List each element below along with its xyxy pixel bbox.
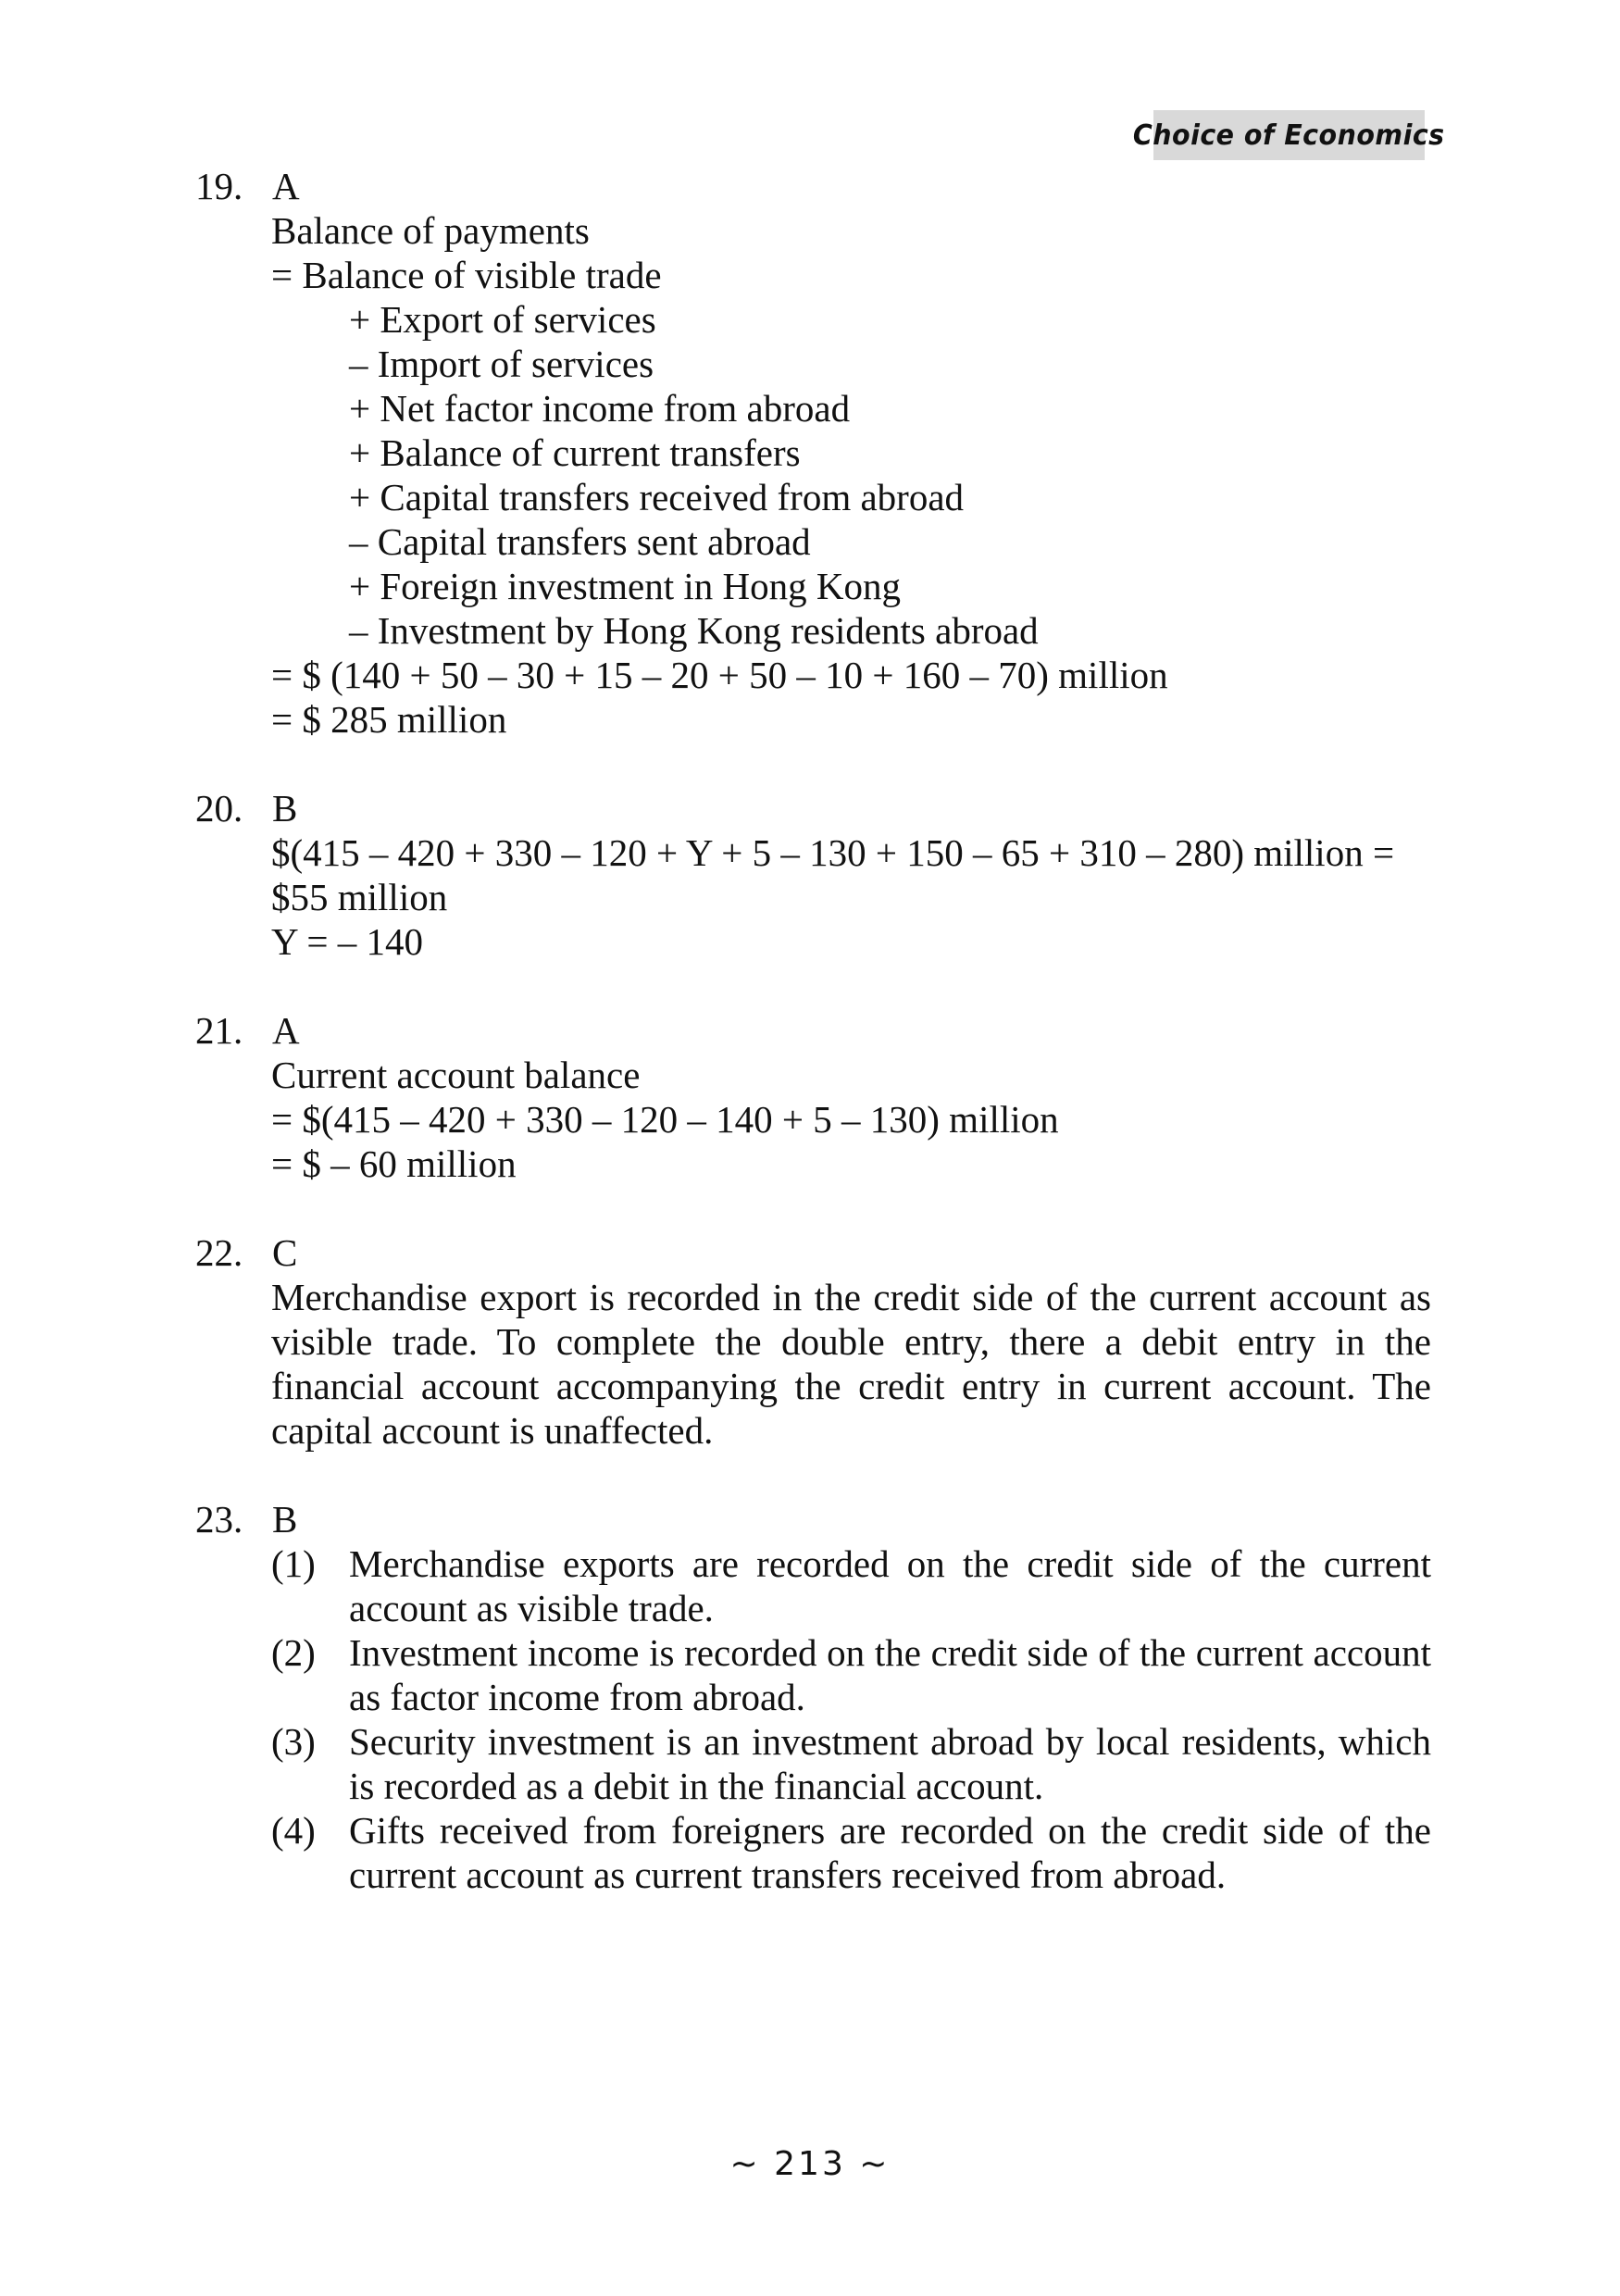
statement-label: (3) <box>271 1720 316 1763</box>
running-header <box>1133 110 1445 160</box>
statement-label: (2) <box>271 1631 316 1674</box>
question-header <box>0 1230 1620 1275</box>
statement-text: Gifts received from foreigners are recorded on the credit side of the current account as current transfers received from abroad. <box>349 1809 1431 1896</box>
statement-text: Merchandise exports are recorded on the credit side of the current account as visible trade. <box>349 1542 1431 1629</box>
statement-item <box>271 1719 1431 1808</box>
statement-item <box>271 1541 1431 1630</box>
equation-line: = $ (140 + 50 – 30 + 15 – 20 + 50 – 10 + 160 – 70) million <box>271 654 1168 696</box>
equation-line: $55 million <box>271 876 448 918</box>
equation-line: = $(415 – 420 + 330 – 120 – 140 + 5 – 130) million <box>271 1098 1059 1141</box>
equation-term: – Capital transfers sent abroad <box>349 520 811 563</box>
equation-line: Balance of payments <box>271 209 590 252</box>
question-number: 21. <box>195 1009 243 1052</box>
equation-line: $(415 – 420 + 330 – 120 + Y + 5 – 130 + 150 – 65 + 310 – 280) million = <box>271 831 1395 874</box>
statement-item <box>271 1808 1431 1897</box>
question-answer: C <box>272 1231 298 1274</box>
equation-term: + Foreign investment in Hong Kong <box>349 565 901 607</box>
equation-term: + Net factor income from abroad <box>349 387 851 430</box>
question-23 <box>0 1497 1620 1897</box>
question-header <box>0 1008 1620 1053</box>
question-header <box>0 164 1620 208</box>
question-number: 20. <box>195 787 243 830</box>
equation-result: = $ 285 million <box>271 698 507 741</box>
page-number: ~ 213 ~ <box>729 2145 891 2183</box>
statement-label: (1) <box>271 1542 316 1585</box>
question-22 <box>0 1230 1620 1453</box>
question-header <box>0 786 1620 830</box>
statement-label: (4) <box>271 1809 316 1852</box>
answer-content <box>0 164 1620 1941</box>
equation-line: Current account balance <box>271 1054 641 1096</box>
question-answer: B <box>272 787 298 830</box>
equation-term: – Investment by Hong Kong residents abroad <box>349 609 1039 652</box>
equation-result: Y = – 140 <box>271 920 423 963</box>
question-header <box>0 1497 1620 1541</box>
question-number: 23. <box>195 1498 243 1541</box>
explanation-paragraph: Merchandise export is recorded in the credit side of the current account as visible trade. To complete the double entry, there a debit entry in the financial account accompanying the credit entry in current account. The capital account is unaffected. <box>271 1276 1431 1452</box>
question-answer: A <box>272 165 300 207</box>
statement-text: Investment income is recorded on the credit side of the current account as factor income from abroad. <box>349 1631 1431 1718</box>
question-number: 22. <box>195 1231 243 1274</box>
equation-term: – Import of services <box>349 343 654 385</box>
question-number: 19. <box>195 165 243 207</box>
equation-result: = $ – 60 million <box>271 1142 517 1185</box>
statement-text: Security investment is an investment abroad by local residents, which is recorded as a debit in the financial account. <box>349 1720 1431 1807</box>
equation-line: = Balance of visible trade <box>271 254 662 296</box>
statement-item <box>271 1630 1431 1719</box>
question-answer: B <box>272 1498 298 1541</box>
equation-term: + Balance of current transfers <box>349 431 801 474</box>
book-title: Choice of Economics <box>1133 119 1445 152</box>
question-20 <box>0 786 1620 964</box>
equation-term: + Export of services <box>349 298 656 341</box>
question-answer: A <box>272 1009 300 1052</box>
question-19 <box>0 164 1620 742</box>
equation-term: + Capital transfers received from abroad <box>349 476 965 518</box>
question-21 <box>0 1008 1620 1186</box>
